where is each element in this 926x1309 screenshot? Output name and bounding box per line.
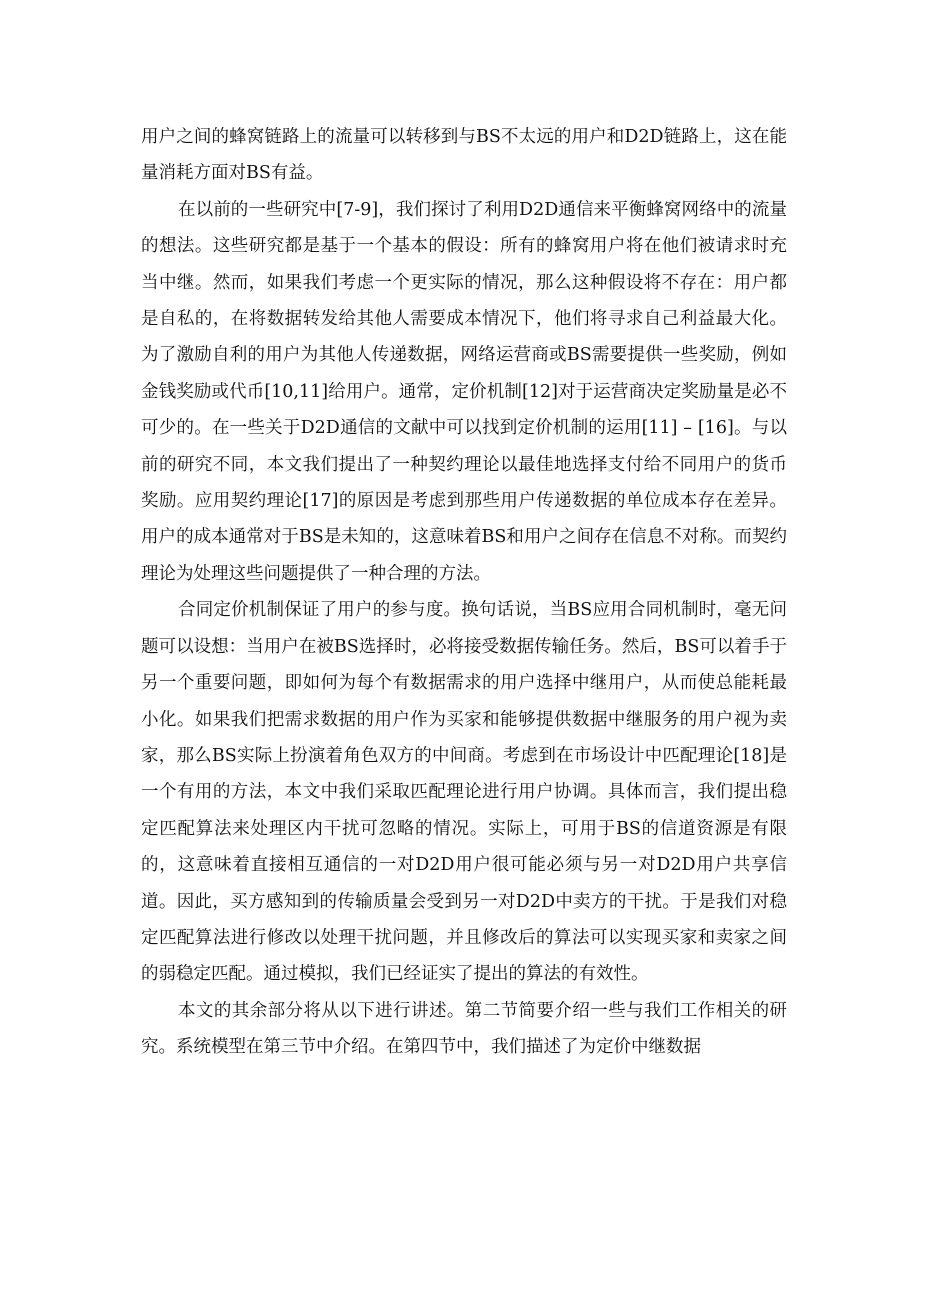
paragraph-1: 用户之间的蜂窝链路上的流量可以转移到与BS不太远的用户和D2D链路上，这在能量消耗方面对BS有益。: [141, 127, 787, 184]
paragraph-4: 本文的其余部分将从以下进行讲述。第二节简要介绍一些与我们工作相关的研究。系统模型在第三节中介绍。在第四节中，我们描述了为定价中继数据: [141, 1000, 787, 1058]
paragraph-3: 合同定价机制保证了用户的参与度。换句话说，当BS应用合同机制时，毫无问题可以设想：当用户在被BS选择时，必将接受数据传输任务。然后，BS可以着手于另一个重要问题，即如何为每个有数据需求的用户选择中继用户，从而使总能耗最小化。如果我们把需求数据的用户作为买家和能够提供数据中继服务的用户视为卖家，那么BS实际上扮演着角色双方的中间商。考虑到在市场设计中匹配理论[18]是一个有用的方法，本文中我们采取匹配理论进行用户协调。具体而言，我们提出稳定匹配算法来处理区内干扰可忽略的情况。实际上，可用于BS的信道资源是有限的，这意味着直接相互通信的一对D2D用户很可能必须与另一对D2D用户共享信道。因此，买方感知到的传输质量会受到另一对D2D中卖方的干扰。于是我们对稳定匹配算法进行修改以处理干扰问题，并且修改后的算法可以实现买家和卖家之间的弱稳定匹配。通过模拟，我们已经证实了提出的算法的有效性。: [141, 600, 787, 985]
paragraph-2: 在以前的一些研究中[7-9]，我们探讨了利用D2D通信来平衡蜂窝网络中的流量的想法。这些研究都是基于一个基本的假设：所有的蜂窝用户将在他们被请求时充当中继。然而，如果我们考虑一个更实际的情况，那么这种假设将不存在：用户都是自私的，在将数据转发给其他人需要成本情况下，他们将寻求自己利益最大化。为了激励自利的用户为其他人传递数据，网络运营商或BS需要提供一些奖励，例如金钱奖励或代币[10,11]给用户。通常，定价机制[12]对于运营商决定奖励量是必不可少的。在一些关于D2D通信的文献中可以找到定价机制的运用[11] – [16]。与以前的研究不同，本文我们提出了一种契约理论以最佳地选择支付给不同用户的货币奖励。应用契约理论[17]的原因是考虑到那些用户传递数据的单位成本存在差异。用户的成本通常对于BS是未知的，这意味着BS和用户之间存在信息不对称。而契约理论为处理这些问题提供了一种合理的方法。: [141, 199, 787, 584]
body-text: [141, 119, 787, 1066]
